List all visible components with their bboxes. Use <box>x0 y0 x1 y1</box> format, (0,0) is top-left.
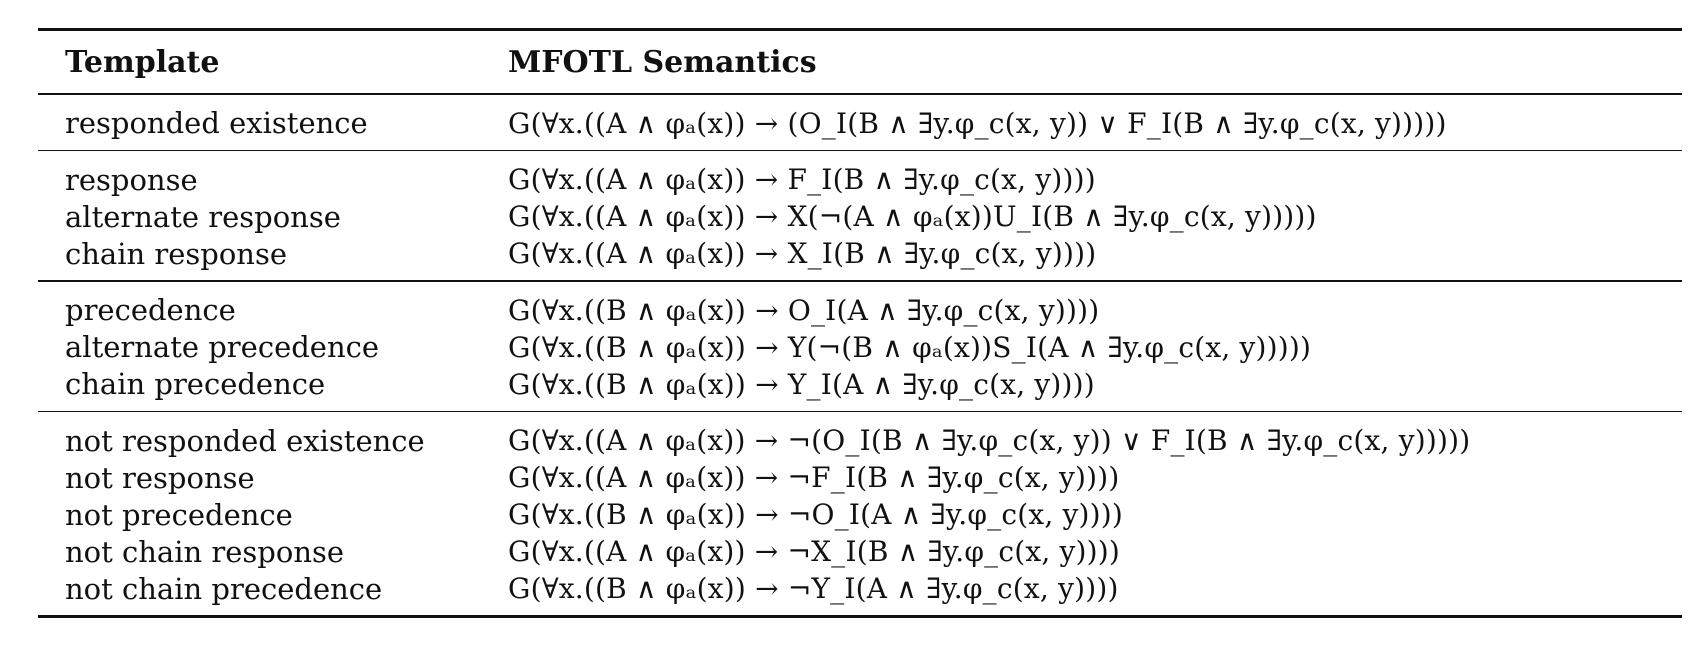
table-row <box>38 496 1682 533</box>
table-row <box>38 533 1682 570</box>
template-name: chain response <box>65 236 288 271</box>
table-row <box>38 105 1682 142</box>
group-negative <box>38 412 1682 615</box>
mfotl-templates-table <box>38 28 1682 618</box>
template-name: alternate precedence <box>65 330 380 365</box>
formula: G(∀x.((B ∧ φₐ(x)) → Y(¬(B ∧ φₐ(x))S_I(A ∧ ∃y.φ_c(x, y))))) <box>508 330 1312 364</box>
template-name: not response <box>65 460 255 495</box>
group-responded-existence <box>38 95 1682 150</box>
formula: G(∀x.((A ∧ φₐ(x)) → F_I(B ∧ ∃y.φ_c(x, y)))) <box>508 163 1096 197</box>
table-row <box>38 292 1682 329</box>
template-name: response <box>65 162 198 197</box>
formula: G(∀x.((A ∧ φₐ(x)) → X(¬(A ∧ φₐ(x))U_I(B ∧ ∃y.φ_c(x, y))))) <box>508 200 1317 234</box>
template-name: not chain response <box>65 534 345 569</box>
table-row <box>38 329 1682 366</box>
table-row <box>38 198 1682 235</box>
template-name: not precedence <box>65 497 293 532</box>
formula: G(∀x.((B ∧ φₐ(x)) → O_I(A ∧ ∃y.φ_c(x, y)))) <box>508 293 1100 327</box>
formula: G(∀x.((A ∧ φₐ(x)) → ¬F_I(B ∧ ∃y.φ_c(x, y)))) <box>508 461 1120 495</box>
formula: G(∀x.((B ∧ φₐ(x)) → ¬O_I(A ∧ ∃y.φ_c(x, y)))) <box>508 498 1124 532</box>
template-name: not responded existence <box>65 423 425 458</box>
table-row <box>38 570 1682 607</box>
formula: G(∀x.((B ∧ φₐ(x)) → ¬Y_I(A ∧ ∃y.φ_c(x, y)))) <box>508 572 1119 606</box>
table-row <box>38 161 1682 198</box>
formula: G(∀x.((A ∧ φₐ(x)) → X_I(B ∧ ∃y.φ_c(x, y)))) <box>508 237 1097 271</box>
formula: G(∀x.((A ∧ φₐ(x)) → ¬X_I(B ∧ ∃y.φ_c(x, y)))) <box>508 535 1121 569</box>
template-name: precedence <box>65 293 236 328</box>
group-response <box>38 151 1682 280</box>
template-name: alternate response <box>65 199 341 234</box>
table-row <box>38 422 1682 459</box>
bottom-rule <box>38 615 1682 618</box>
table-header-row <box>38 31 1682 93</box>
template-name: not chain precedence <box>65 571 383 606</box>
table-row <box>38 235 1682 272</box>
template-name: responded existence <box>65 106 368 141</box>
table-row <box>38 366 1682 403</box>
formula: G(∀x.((A ∧ φₐ(x)) → (O_I(B ∧ ∃y.φ_c(x, y)) ∨ F_I(B ∧ ∃y.φ_c(x, y))))) <box>508 106 1447 140</box>
header-template: Template <box>65 44 220 80</box>
table-row <box>38 459 1682 496</box>
header-semantics: MFOTL Semantics <box>508 44 817 80</box>
template-name: chain precedence <box>65 367 326 402</box>
formula: G(∀x.((B ∧ φₐ(x)) → Y_I(A ∧ ∃y.φ_c(x, y)))) <box>508 367 1095 401</box>
formula: G(∀x.((A ∧ φₐ(x)) → ¬(O_I(B ∧ ∃y.φ_c(x, y)) ∨ F_I(B ∧ ∃y.φ_c(x, y))))) <box>508 424 1471 458</box>
group-precedence <box>38 282 1682 411</box>
